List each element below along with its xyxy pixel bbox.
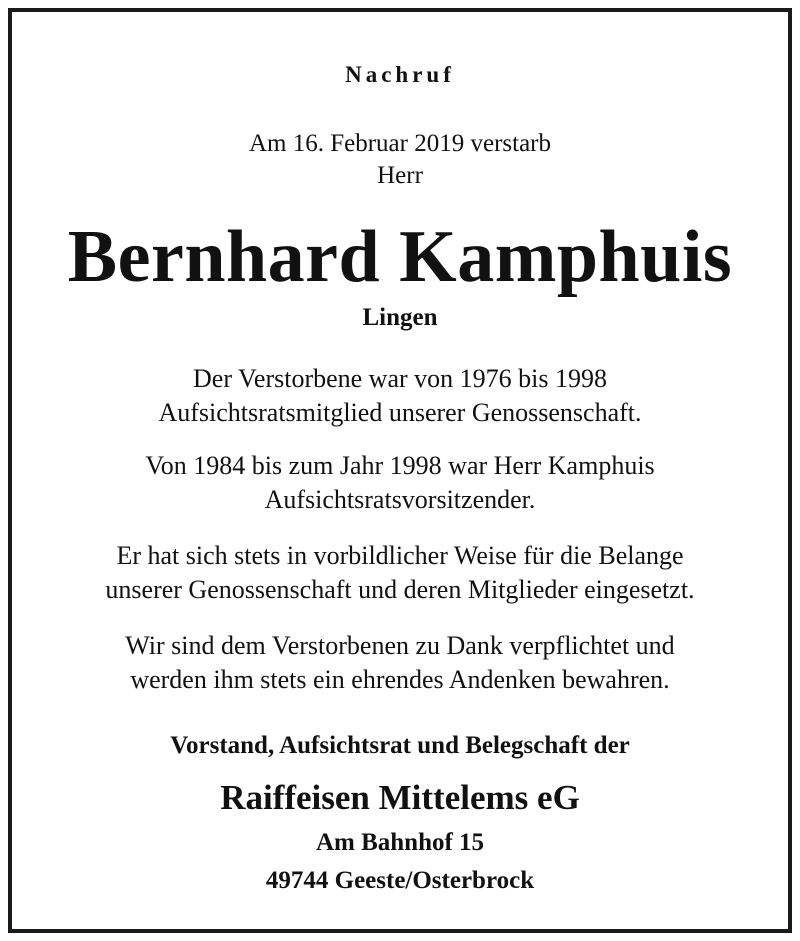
paragraph-line: Aufsichtsratsvorsitzender. xyxy=(264,485,536,514)
paragraph-commitment xyxy=(12,539,788,607)
paragraph-line: Wir sind dem Verstorbenen zu Dank verpflichtet und xyxy=(125,631,675,660)
paragraph-line: Der Verstorbene war von 1976 bis 1998 xyxy=(193,364,607,393)
intro-salutation: Herr xyxy=(377,162,423,189)
intro-date-line: Am 16. Februar 2019 verstarb xyxy=(248,130,551,157)
address-city: 49744 Geeste/Osterbrock xyxy=(265,867,535,894)
paragraph-line: Er hat sich stets in vorbildlicher Weise für die Belange xyxy=(116,541,684,570)
notice-title: Nachruf xyxy=(345,62,455,87)
paragraph-chairman xyxy=(12,449,788,517)
paragraph-tenure xyxy=(12,362,788,430)
deceased-city: Lingen xyxy=(362,304,438,331)
deceased-name: Bernhard Kamphuis xyxy=(67,216,733,298)
paragraph-line: werden ihm stets ein ehrendes Andenken bewahren. xyxy=(130,665,670,694)
obituary-frame xyxy=(8,8,792,933)
signers-line: Vorstand, Aufsichtsrat und Belegschaft der xyxy=(170,732,630,759)
intro-block xyxy=(12,128,788,192)
company-address xyxy=(12,824,788,900)
paragraph-line: Aufsichtsratsmitglied unserer Genossenschaft. xyxy=(158,398,642,427)
address-street: Am Bahnhof 15 xyxy=(315,829,485,856)
paragraph-gratitude xyxy=(12,629,788,697)
paragraph-line: Von 1984 bis zum Jahr 1998 war Herr Kamphuis xyxy=(145,451,655,480)
paragraph-line: unserer Genossenschaft und deren Mitglieder eingesetzt. xyxy=(105,575,695,604)
company-name: Raiffeisen Mittelems eG xyxy=(220,778,580,817)
